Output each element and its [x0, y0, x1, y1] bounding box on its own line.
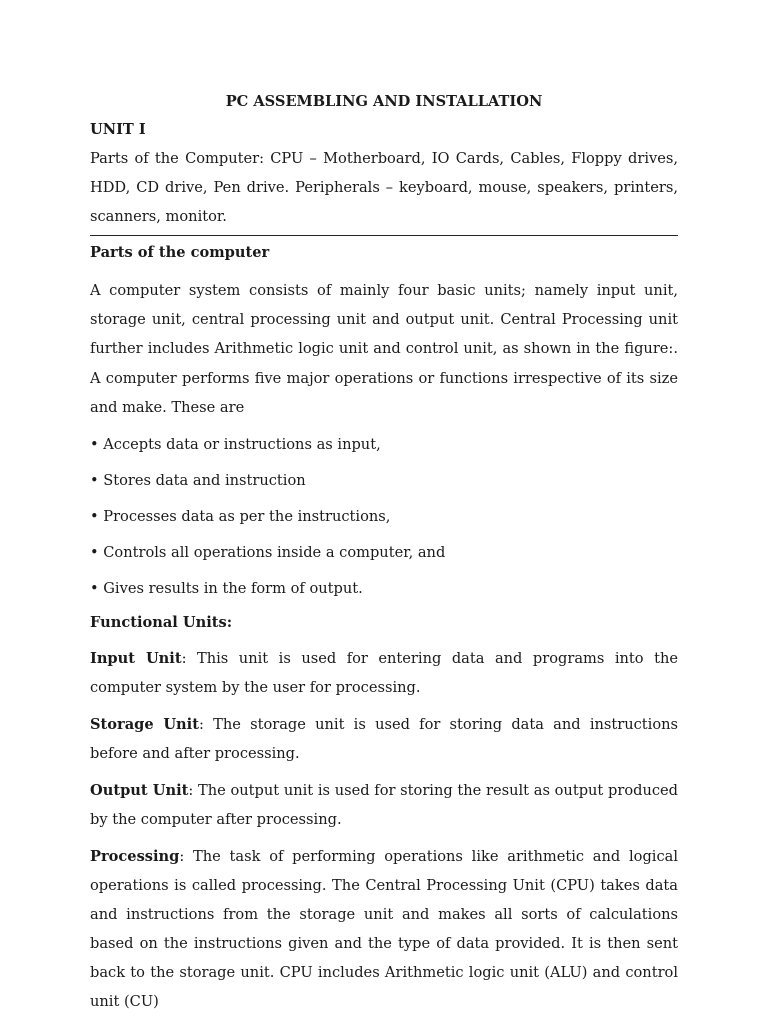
bullet-item: • Controls all operations inside a computer, and [90, 544, 446, 562]
section-paragraph: A computer system consists of mainly four basic units; namely input unit, storage unit, central processing unit and output unit. Central Processing unit further includes Arithmetic logic unit and control unit, as shown in the figure:. A computer performs five major operations or functions irrespective of its size and make. These are [90, 282, 678, 416]
section-heading: Parts of the computer [90, 244, 270, 261]
term-description: : This unit is used for entering data and programs into the computer system by the user for processing. [90, 650, 678, 697]
term-label: Storage Unit [90, 716, 199, 734]
term-description: : The storage unit is used for storing data and instructions before and after processing. [90, 716, 679, 763]
input-unit-paragraph [90, 644, 678, 702]
term-label: Processing [90, 848, 180, 866]
functional-units-heading: Functional Units: [90, 614, 233, 632]
term-description: : The output unit is used for storing the result as output produced by the computer after processing. [90, 782, 678, 829]
document-title: PC ASSEMBLING AND INSTALLATION [225, 93, 543, 110]
storage-unit-paragraph [90, 710, 678, 768]
bullet-item: • Gives results in the form of output. [90, 580, 363, 598]
bullet-item: • Accepts data or instructions as input, [90, 436, 381, 454]
bullet-item: • Processes data as per the instructions, [90, 508, 391, 526]
term-description: : The task of performing operations like arithmetic and logical operations is called processing. The Central Processing Unit (CPU) takes data and instructions from the storage unit and makes all sorts of calculations based on the instructions given and the type of data provided. It is then sent back to the storage unit. CPU includes Arithmetic logic unit (ALU) and control unit (CU) [90, 848, 678, 1011]
output-unit-paragraph [90, 776, 678, 834]
bullet-item: • Stores data and instruction [90, 472, 306, 490]
processing-paragraph [90, 842, 678, 1016]
document-page [90, 88, 678, 1016]
unit-label: UNIT I [90, 121, 146, 138]
term-label: Input Unit [90, 650, 182, 668]
divider-line [90, 235, 678, 236]
term-label: Output Unit [90, 782, 189, 800]
unit-intro: Parts of the Computer: CPU – Motherboard, IO Cards, Cables, Floppy drives, HDD, CD drive, Pen drive. Peripherals – keyboard, mouse, speakers, printers, scanners, monitor. [90, 150, 678, 225]
